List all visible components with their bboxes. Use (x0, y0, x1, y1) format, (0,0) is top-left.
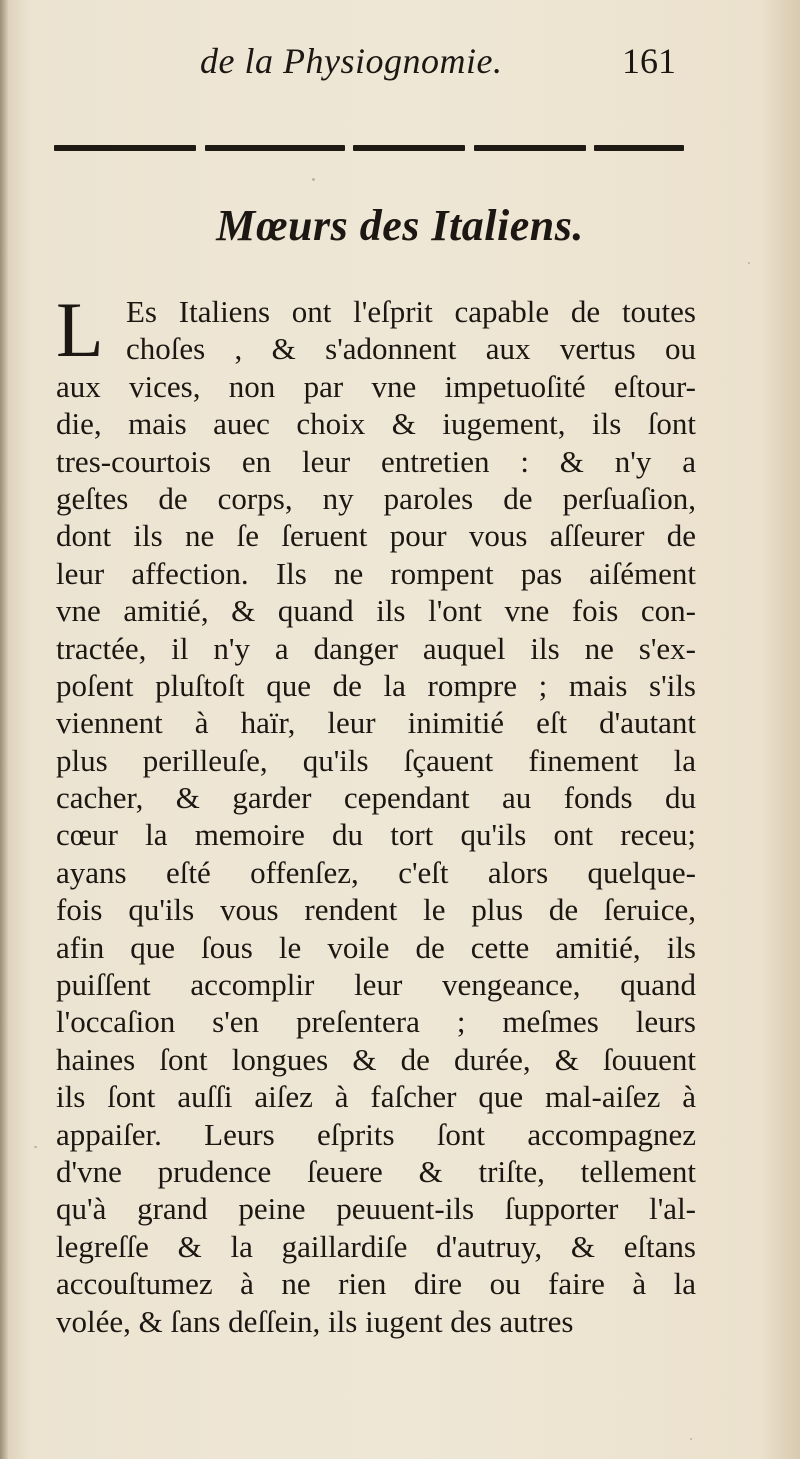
body-text (56, 286, 696, 1340)
ornamental-rule (54, 145, 684, 153)
text-line: afin que ſous le voile de cette amitié, ils (56, 929, 696, 965)
text-line: ils ſont auſſi aiſez à faſcher que mal-aiſez à (56, 1079, 696, 1115)
text-line: choſes , & s'adonnent aux vertus ou (126, 331, 696, 367)
text-line: volée, & ſans deſſein, ils iugent des autres (56, 1303, 574, 1339)
text-line: plus perilleuſe, qu'ils ſçauent finement la (56, 742, 696, 778)
text-line: cacher, & garder cependant au fonds du (56, 780, 696, 816)
paper-speck (34, 1146, 37, 1148)
text-line: geſtes de corps, ny paroles de perſuaſion, (56, 480, 696, 516)
text-line: tres-courtois en leur entretien : & n'y a (56, 443, 696, 479)
text-line: haines ſont longues & de durée, & ſouuent (56, 1041, 696, 1077)
text-line: ayans eſté offenſez, c'eſt alors quelque- (56, 854, 696, 890)
running-head: de la Physiognomie. (200, 41, 503, 81)
text-line: dont ils ne ſe ſeruent pour vous aſſeurer de (56, 518, 696, 554)
text-line: cœur la memoire du tort qu'ils ont receu; (56, 817, 696, 853)
text-line: die, mais auec choix & iugement, ils ſont (56, 406, 696, 442)
section-title: Mœurs des Italiens. (216, 201, 584, 250)
text-line: d'vne prudence ſeuere & triſte, tellement (56, 1153, 696, 1189)
text-line: vne amitié, & quand ils l'ont vne fois con- (56, 593, 696, 629)
text-line: leur affection. Ils ne rompent pas aiſément (56, 555, 696, 591)
text-line: fois qu'ils vous rendent le plus de ſeruice, (56, 892, 696, 928)
text-line: viennent à haïr, leur inimitié eſt d'autant (56, 705, 696, 741)
text-line: qu'à grand peine peuuent-ils ſupporter l'al- (56, 1191, 696, 1227)
text-line: appaiſer. Leurs eſprits ſont accompagnez (56, 1116, 696, 1152)
paper-speck (312, 178, 315, 181)
page-number: 161 (622, 41, 676, 81)
text-line: l'occaſion s'en preſentera ; meſmes leurs (56, 1004, 696, 1040)
paper-speck (748, 262, 750, 264)
text-line: poſent pluſtoſt que de la rompre ; mais s'ils (56, 667, 696, 703)
text-line: legreſſe & la gaillardiſe d'autruy, & eſtans (56, 1228, 696, 1264)
text-line: Es Italiens ont l'eſprit capable de toutes (126, 294, 696, 329)
text-line: tractée, il n'y a danger auquel ils ne s'ex- (56, 630, 696, 666)
text-line: accouſtumez à ne rien dire ou faire à la (56, 1266, 696, 1302)
text-line: puiſſent accomplir leur vengeance, quand (56, 967, 696, 1003)
paper-speck (690, 1438, 692, 1440)
drop-cap: L (56, 286, 104, 373)
text-line: aux vices, non par vne impetuoſité eſtour- (56, 368, 696, 404)
